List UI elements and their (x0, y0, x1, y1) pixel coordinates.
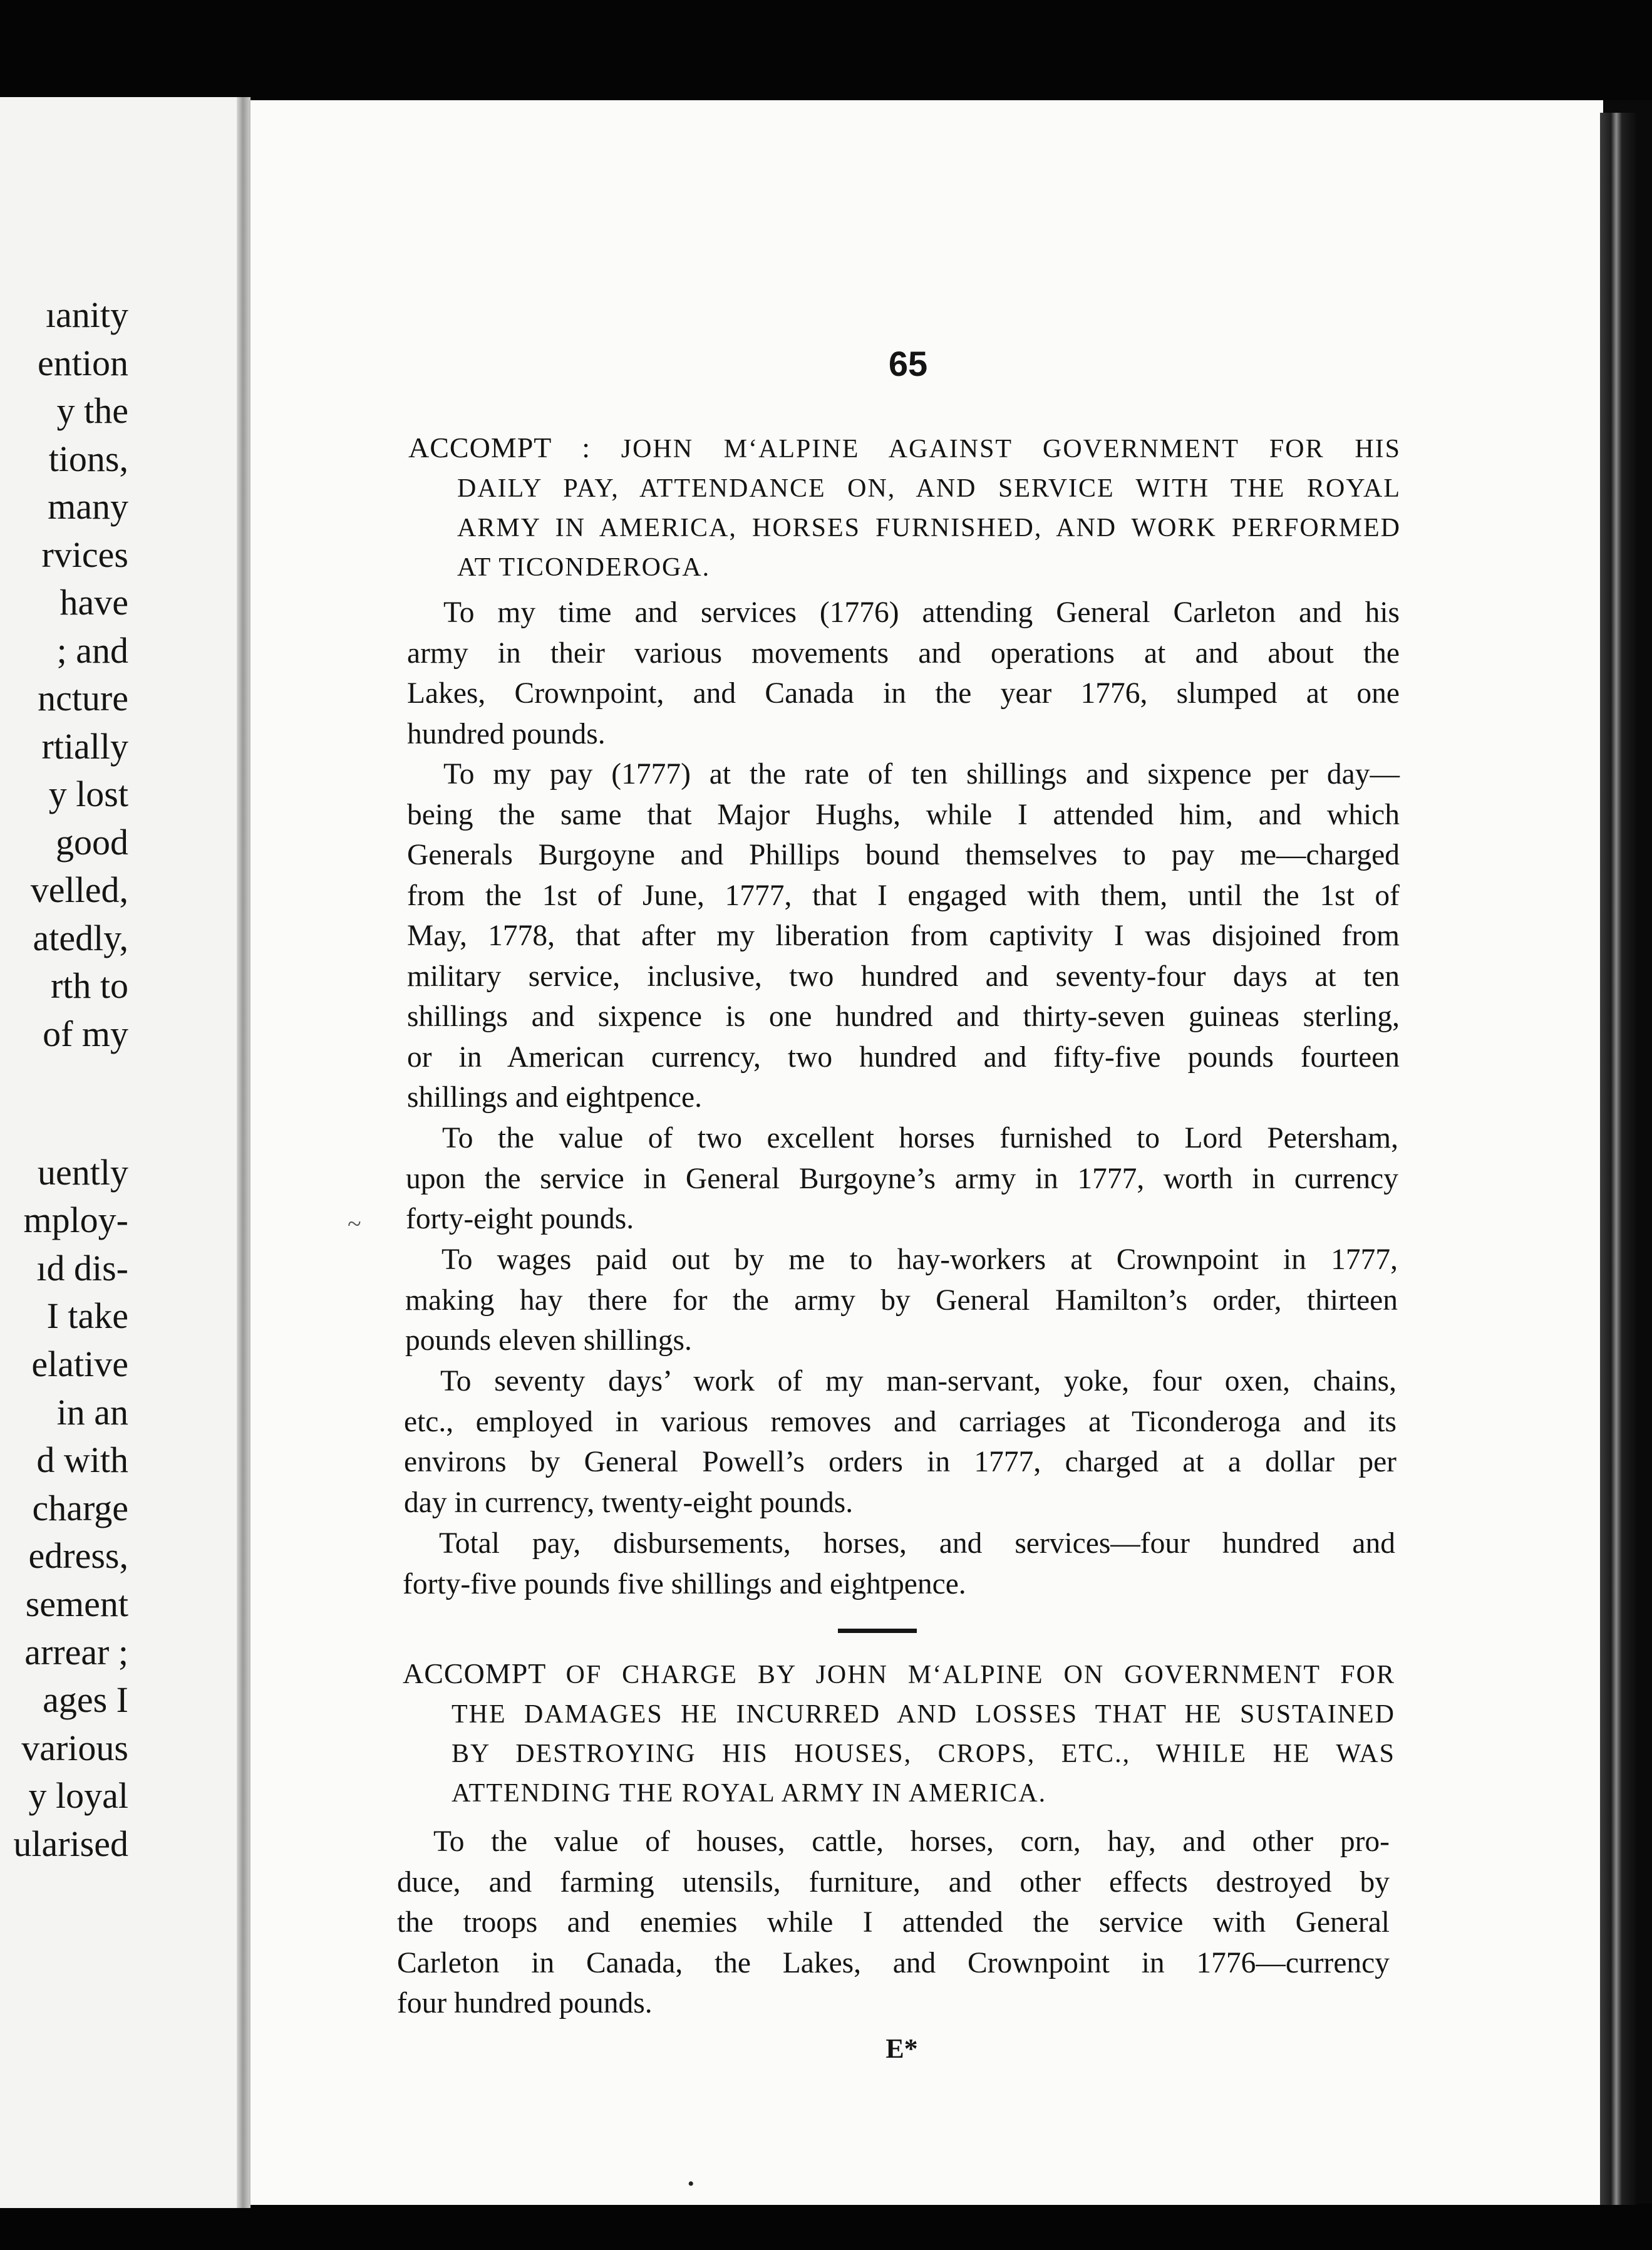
heading-line: DAILY PAY, ATTENDANCE ON, AND SERVICE WITH THE ROYAL (457, 474, 1401, 503)
left-page-line: rth to (50, 965, 128, 1006)
text-line: shillings and sixpence is one hundred and thirty-seven guineas sterling, (407, 1000, 1400, 1033)
text-line: or in American currency, two hundred and fifty-five pounds fourteen (407, 1040, 1400, 1074)
heading-line: BY DESTROYING HIS HOUSES, CROPS, ETC., WHILE HE WAS (452, 1739, 1395, 1768)
text-line: Lakes, Crownpoint, and Canada in the year 1776, slumped at one (407, 677, 1400, 710)
paragraph (404, 1361, 1396, 1523)
signature-mark: E* (885, 2033, 918, 2064)
text-line: To seventy days’ work of my man-servant, yoke, four oxen, chains, (440, 1365, 1396, 1397)
heading-line: THE DAMAGES HE INCURRED AND LOSSES THAT HE SUSTAINED (452, 1700, 1395, 1729)
left-page-line: arrear ; (24, 1631, 128, 1672)
text-line: To my pay (1777) at the rate of ten shillings and sixpence per day— (443, 758, 1400, 791)
scan-border-bottom (0, 2204, 1652, 2250)
left-page-line: ncture (38, 678, 128, 718)
section-divider (838, 1629, 917, 1633)
section-heading-1 (408, 428, 1401, 588)
text-line: Carleton in Canada, the Lakes, and Crownpoint in 1776—currency (397, 1946, 1390, 1979)
text-line: duce, and farming utensils, furniture, and other effects destroyed by (397, 1865, 1390, 1899)
left-page-line: in an (56, 1391, 128, 1433)
text-line: May, 1778, that after my liberation from captivity I was disjoined from (407, 920, 1400, 952)
text-line: forty-five pounds five shillings and eightpence. (403, 1567, 966, 1600)
page-number: 65 (888, 344, 928, 383)
text-line: Generals Burgoyne and Phillips bound themselves to pay me—charged (407, 839, 1400, 871)
left-page-line: ention (38, 342, 128, 383)
left-page-line: charge (32, 1487, 128, 1528)
heading-lead-word: ACCOMPT : (408, 432, 591, 464)
text-line: four hundred pounds. (397, 1987, 653, 2019)
text-line: To the value of houses, cattle, horses, corn, hay, and other pro- (433, 1825, 1390, 1858)
print-speck: • (688, 2174, 694, 2194)
left-page-line: ages I (43, 1679, 128, 1721)
left-page-line: d with (36, 1439, 128, 1481)
text-line: To wages paid out by me to hay-workers at Crownpoint in 1777, (441, 1243, 1398, 1276)
left-page-line: sement (25, 1584, 128, 1624)
left-page-line: ıd dis- (36, 1247, 128, 1288)
text-line: pounds eleven shillings. (405, 1324, 692, 1357)
text-line: Total pay, disbursements, horses, and services—four hundred and (439, 1527, 1395, 1560)
paragraph (397, 1822, 1390, 2024)
text-line: etc., employed in various removes and carriages at Ticonderoga and its (404, 1405, 1396, 1438)
text-line: the troops and enemies while I attended the service with General (397, 1906, 1390, 1939)
left-page-line: edress, (28, 1535, 128, 1577)
left-page-line: elative (31, 1344, 128, 1384)
left-page-line: tions, (48, 438, 128, 479)
text-line: making hay there for the army by General Hamilton’s order, thirteen (405, 1283, 1398, 1317)
left-page (0, 97, 247, 2208)
left-page-line: many (48, 486, 128, 527)
left-page-line: y the (56, 390, 128, 431)
text-line: To the value of two excellent horses furnished to Lord Petersham, (442, 1122, 1398, 1154)
text-line: To my time and services (1776) attending General Carleton and his (443, 596, 1400, 629)
heading-line: ATTENDING THE ROYAL ARMY IN AMERICA. (452, 1779, 1047, 1808)
left-page-line: various (21, 1727, 128, 1768)
left-page-line: velled, (30, 869, 128, 910)
paragraph (403, 1523, 1395, 1604)
heading-line: ACCOMPT : JOHN M‘ALPINE AGAINST GOVERNMENT FOR HIS (408, 432, 1401, 464)
left-page-line: atedly, (33, 917, 128, 958)
paragraph (405, 1240, 1398, 1361)
heading-line: AT TICONDEROGA. (457, 553, 711, 582)
text-line: shillings and eightpence. (407, 1081, 702, 1114)
page-edge (1600, 113, 1636, 2205)
paragraph (407, 593, 1400, 754)
left-page-line: ; and (56, 630, 128, 671)
heading-lead-word: ACCOMPT (403, 1657, 566, 1689)
left-page-line: have (59, 582, 128, 623)
heading-line: ACCOMPT OF CHARGE BY JOHN M‘ALPINE ON GOVERNMENT FOR (403, 1657, 1395, 1689)
left-page-line: good (56, 821, 128, 863)
left-page-line: ularised (13, 1823, 128, 1864)
text-line: environs by General Powell’s orders in 1777, charged at a dollar per (404, 1446, 1396, 1478)
text-line: upon the service in General Burgoyne’s army in 1777, worth in currency (406, 1162, 1398, 1195)
scan-border-top (0, 0, 1652, 100)
paragraph (406, 1118, 1398, 1240)
section-heading-2 (403, 1654, 1395, 1813)
left-page-line: ıanity (45, 294, 128, 335)
left-page-line: rtially (41, 725, 128, 767)
text-line: hundred pounds. (407, 717, 606, 750)
left-page-line: I take (46, 1295, 128, 1337)
left-page-line: y lost (48, 774, 128, 814)
left-page-line: y loyal (28, 1775, 128, 1817)
heading-line: ARMY IN AMERICA, HORSES FURNISHED, AND WORK PERFORMED (457, 514, 1401, 542)
text-line: forty-eight pounds. (406, 1203, 634, 1235)
book-gutter (237, 97, 250, 2208)
left-page-line: rvices (41, 534, 128, 575)
left-page-line: of my (43, 1013, 128, 1054)
text-line: military service, inclusive, two hundred and seventy-four days at ten (407, 960, 1400, 993)
margin-dash: ~ (348, 1210, 361, 1238)
left-page-line: uently (38, 1151, 128, 1193)
text-line: from the 1st of June, 1777, that I engaged with them, until the 1st of (407, 879, 1400, 912)
text-line: army in their various movements and operations at and about the (407, 636, 1400, 670)
left-page-line: mploy- (23, 1200, 128, 1241)
text-line: day in currency, twenty-eight pounds. (404, 1486, 854, 1519)
paragraph (407, 754, 1400, 1118)
text-line: being the same that Major Hughs, while I attended him, and which (407, 798, 1400, 831)
